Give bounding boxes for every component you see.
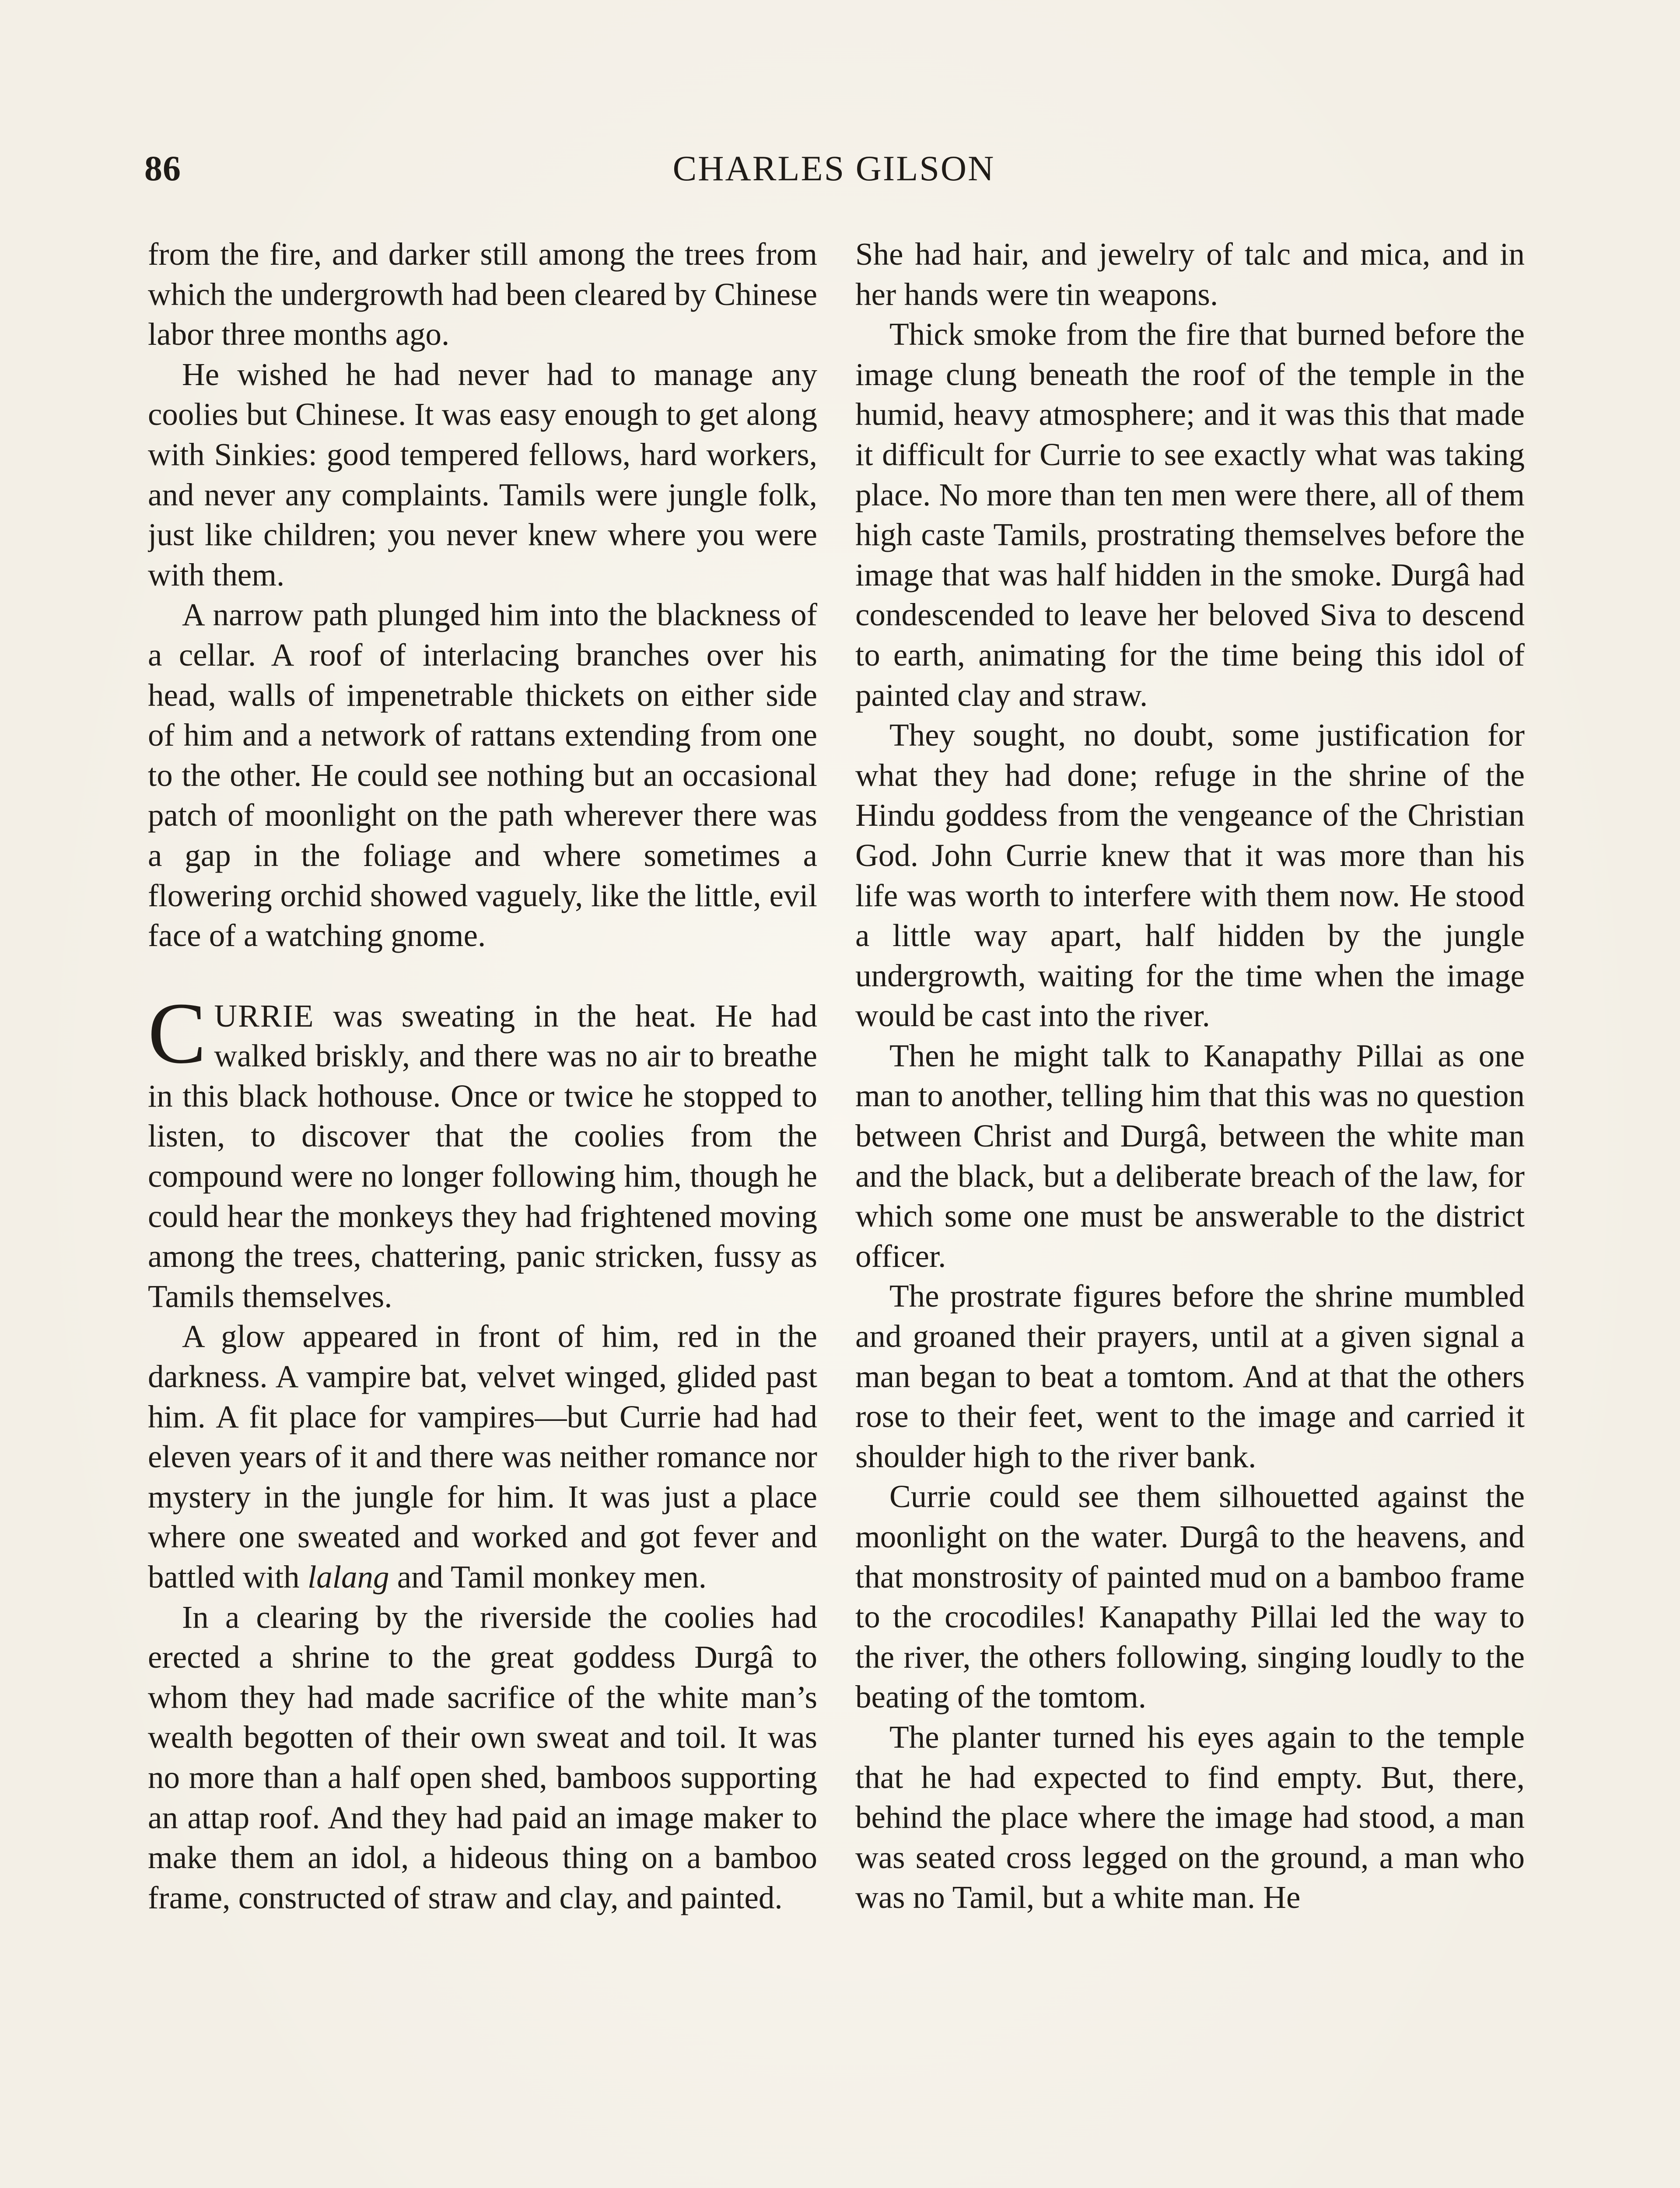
paragraph: A narrow path plunged him into the blackness of a cellar. A roof of interlacing branches over his head, walls of impenetrable thickets on either side of him and a network of rattans extending from one to the other. He could see nothing but an occasional patch of moonlight on the path wherever there was a gap in the foliage and where sometimes a flowering orchid showed vaguely, like the little, evil face of a watching gnome. — [148, 597, 817, 954]
paragraph-text: was sweating in the heat. He had walked briskly, and there was no air to breathe in this black hothouse. Once or twice he stopped to listen, to discover that the coolies from the compound were no longer following him, though he could hear the monkeys they had frightened moving among the trees, chattering, panic stricken, fussy as Tamils themselves. — [148, 998, 817, 1314]
paragraph: They sought, no doubt, some justification for what they had done; refuge in the shrine of the Hindu goddess from the vengeance of the Christian God. John Currie knew that it was more than his life was worth to interfere with them now. He stood a little way apart, half hidden by the jungle undergrowth, waiting for the time when the image would be cast into the river. — [855, 717, 1525, 1034]
paragraph: The prostrate figures before the shrine mumbled and groaned their prayers, until at a given signal a man began to beat a tomtom. And at that the others rose to their feet, went to the image and carried it shoulder high to the river bank. — [855, 1278, 1525, 1474]
right-text-column — [855, 234, 1525, 2188]
page-header — [144, 148, 1523, 200]
paragraph: She had hair, and jewelry of talc and mica, and in her hands were tin weapons. — [855, 236, 1525, 312]
paragraph: In a clearing by the riverside the coolies had erected a shrine to the great goddess Durgâ to whom they had made sacrifice of the white man’s wealth begotten of their own sweat and toil. It was no more than a half open shed, bamboos supporting an attap roof. And they had paid an image maker to make them an idol, a hideous thing on a bamboo frame, constructed of straw and clay, and painted. — [148, 1599, 817, 1915]
running-head-author: CHARLES GILSON — [672, 148, 995, 188]
paragraph: Currie could see them silhouetted against the moonlight on the water. Durgâ to the heavens, and that monstrosity of painted mud on a bamboo frame to the crocodiles! Kanapathy Pillai led the way to the river, the others following, singing loudly to the beating of the tomtom. — [855, 1479, 1525, 1715]
paragraph — [148, 1316, 817, 1597]
drop-cap: C — [148, 985, 206, 1082]
paragraph: He wished he had never had to manage any coolies but Chinese. It was easy enough to get along with Sinkies: good tempered fellows, hard workers, and never any complaints. Tamils were jungle folk, just like children; you never knew where you were with them. — [148, 356, 817, 593]
paragraph-text: and Tamil monkey men. — [389, 1559, 707, 1595]
italic-word: lalang — [307, 1559, 389, 1595]
section-opening-paragraph — [148, 985, 817, 1317]
paragraph: Thick smoke from the fire that burned before the image clung beneath the roof of the temple in the humid, heavy atmosphere; and it was this that made it difficult for Currie to see exactly what was taking place. No more than ten men were there, all of them high caste Tamils, prostrating themselves before the image that was half hidden in the smoke. Durgâ had condescended to leave her beloved Siva to descend to earth, animating for the time being this idol of painted clay and straw. — [855, 316, 1525, 713]
page-number: 86 — [144, 148, 181, 188]
paragraph: Then he might talk to Kanapathy Pillai as one man to another, telling him that this was no question between Christ and Durgâ, between the white man and the black, but a deliberate breach of the law, for which some one must be answerable to the district officer. — [855, 1038, 1525, 1274]
paragraph: The planter turned his eyes again to the temple that he had expected to find empty. But, there, behind the place where the image had stood, a man was seated cross legged on the ground, a man who was no Tamil, but a white man. He — [855, 1719, 1525, 1915]
paragraph: from the fire, and darker still among the trees from which the undergrowth had been cleared by Chinese labor three months ago. — [148, 236, 817, 352]
left-text-column — [148, 234, 817, 2188]
paragraph-text: A glow appeared in front of him, red in the darkness. A vampire bat, velvet winged, glided past him. A fit place for vampires—but Currie had had eleven years of it and there was neither romance nor mystery in the jungle for him. It was just a place where one sweated and worked and got fever and battled with — [148, 1318, 817, 1595]
small-caps-lead: URRIE — [214, 998, 315, 1034]
